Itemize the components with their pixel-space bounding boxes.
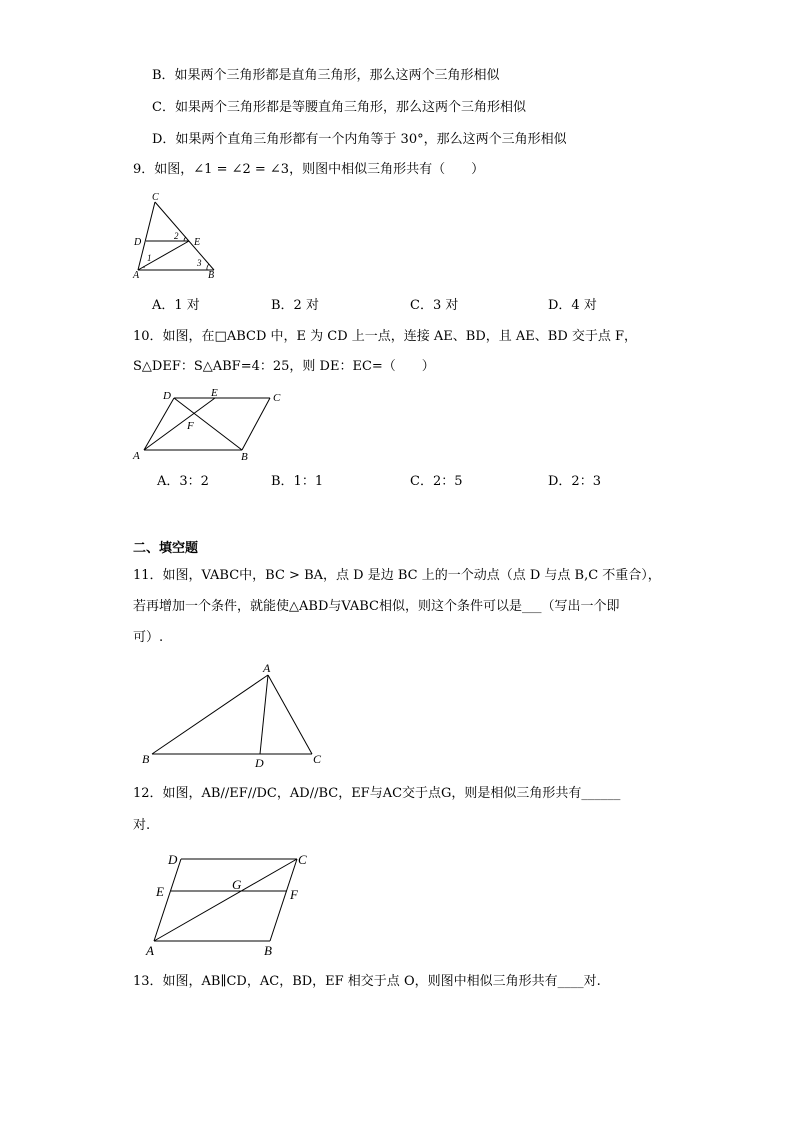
- q11-label-d: D: [255, 756, 264, 770]
- q10-label-f: F: [187, 420, 194, 432]
- q12-label-g: G: [232, 877, 242, 892]
- q9-angle-2: 2: [174, 231, 179, 241]
- q11-line-1: 11．如图，VABC中，BC > BA，点 D 是边 BC 上的一个动点（点 D 与点 B,C 不重合），: [133, 568, 661, 583]
- q9-option-a: A．1 对: [152, 298, 200, 313]
- q10-option-a: A．3：2: [157, 474, 209, 489]
- q9-label-a: A: [133, 270, 140, 281]
- q12-label-e: E: [156, 884, 164, 899]
- q9-label-c: C: [152, 192, 159, 203]
- q10-option-c: C．2：5: [410, 474, 463, 489]
- q11-figure: [135, 657, 335, 772]
- q12-figure: [140, 845, 315, 965]
- q9-label-e: E: [194, 237, 201, 248]
- q12-line-2: 对.: [133, 818, 151, 833]
- q10-label-b: B: [241, 451, 248, 463]
- q8-option-c: C．如果两个三角形都是等腰直角三角形，那么这两个三角形相似: [152, 100, 526, 115]
- q9-stem: 9．如图，∠1 = ∠2 = ∠3，则图中相似三角形共有（ ）: [133, 162, 485, 177]
- q9-label-d: D: [134, 237, 142, 248]
- q12-label-b: B: [264, 943, 272, 958]
- q10-option-d: D．2：3: [548, 474, 601, 489]
- q10-label-d: D: [163, 390, 171, 402]
- q8-option-d: D．如果两个直角三角形都有一个内角等于 30°，那么这两个三角形相似: [152, 132, 567, 147]
- q12-label-d: D: [168, 852, 178, 867]
- q12-label-a: A: [146, 943, 154, 958]
- q10-label-c: C: [273, 392, 281, 404]
- q9-option-d: D．4 对: [548, 298, 597, 313]
- q10-label-a: A: [133, 450, 140, 462]
- q11-line-2: 若再增加一个条件，就能使△ABD与VABC相似，则这个条件可以是___（写出一个即: [133, 599, 620, 614]
- q9-label-b: B: [208, 270, 215, 281]
- q13-line-1: 13．如图，AB∥CD，AC，BD，EF 相交于点 O，则图中相似三角形共有____对.: [133, 974, 601, 989]
- q11-label-c: C: [313, 752, 322, 766]
- q11-label-b: B: [142, 752, 150, 766]
- q12-line-1: 12．如图，AB//EF//DC，AD//BC，EF与AC交于点G，则是相似三角形共有______: [133, 786, 621, 801]
- q12-label-c: C: [298, 852, 307, 867]
- q10-stem: 10．如图，在□ABCD 中，E 为 CD 上一点，连接 AE、BD，且 AE、BD 交于点 F，: [133, 329, 638, 344]
- q10-stem-ratio: S△DEF：S△ABF=4：25，则 DE：EC=（ ）: [133, 359, 435, 374]
- q9-angle-1: 1: [147, 253, 152, 263]
- q11-line-3: 可）.: [133, 630, 164, 645]
- q11-label-a: A: [263, 661, 271, 675]
- q9-option-b: B．2 对: [271, 298, 319, 313]
- q8-option-b: B．如果两个三角形都是直角三角形，那么这两个三角形相似: [152, 68, 500, 83]
- q9-angle-3: 3: [197, 258, 202, 268]
- q12-label-f: F: [290, 887, 298, 902]
- q10-label-e: E: [211, 387, 218, 399]
- q10-figure: [130, 385, 290, 465]
- q9-figure: [130, 190, 225, 285]
- q10-option-b: B．1：1: [271, 474, 324, 489]
- q9-option-c: C．3 对: [410, 298, 459, 313]
- section-title-fill-in: 二、填空题: [133, 541, 199, 556]
